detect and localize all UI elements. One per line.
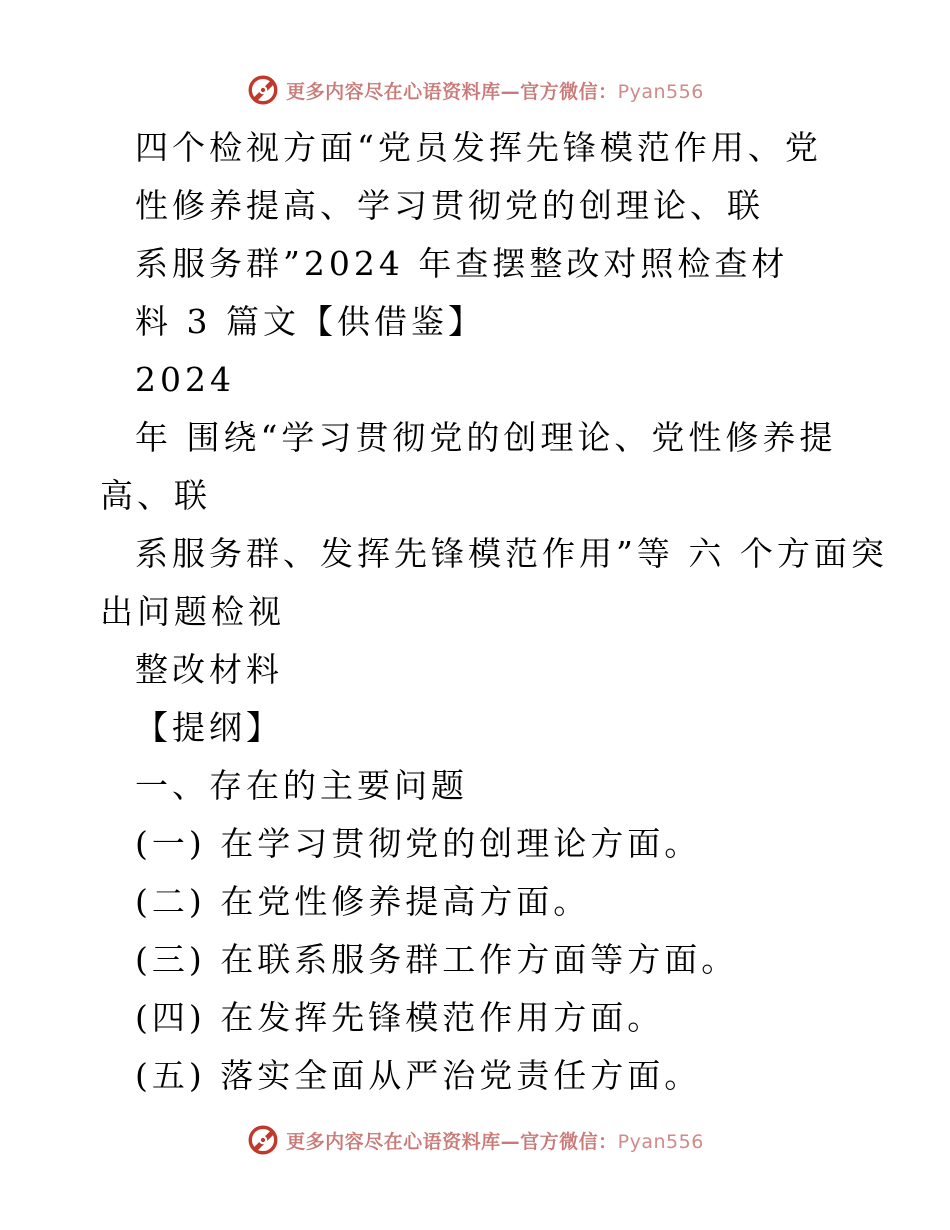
doc-line: 四个检视方面“党员发挥先锋模范作用、党 [135, 128, 822, 167]
doc-line: (五) 落实全面从严治党责任方面。 [135, 1056, 702, 1095]
watermark-wechat-id: Pyan556 [617, 1130, 704, 1153]
watermark-logo-icon [246, 73, 280, 107]
doc-line: 高、联 [100, 476, 211, 515]
doc-line: 系服务群”2024 年查摆整改对照检查材 [135, 244, 789, 283]
doc-line: (一) 在学习贯彻党的创理论方面。 [135, 824, 702, 863]
doc-line: 年 围绕“学习贯彻党的创理论、党性修养提 [135, 418, 837, 457]
watermark-logo-icon [246, 1123, 280, 1157]
watermark-text: 更多内容尽在心语资料库—官方微信： [286, 80, 618, 103]
doc-line: 系服务群、发挥先锋模范作用”等 六 个方面突 [135, 534, 888, 573]
header-watermark [0, 72, 950, 108]
doc-line: (四) 在发挥先锋模范作用方面。 [135, 998, 665, 1037]
doc-line: 料 3 篇文【供借鉴】 [135, 302, 485, 341]
doc-line: 出问题检视 [100, 592, 285, 631]
footer-watermark [0, 1122, 950, 1158]
watermark-wechat-id: Pyan556 [617, 80, 704, 103]
doc-line: 2024 [135, 360, 235, 399]
doc-line: 整改材料 [135, 650, 283, 689]
doc-line: 【提纲】 [135, 708, 283, 747]
doc-line: 性修养提高、学习贯彻党的创理论、联 [135, 186, 764, 225]
doc-line: (二) 在党性修养提高方面。 [135, 882, 591, 921]
watermark-text: 更多内容尽在心语资料库—官方微信： [286, 1130, 618, 1153]
doc-line: (三) 在联系服务群工作方面等方面。 [135, 940, 739, 979]
doc-line: 一、存在的主要问题 [135, 766, 468, 805]
